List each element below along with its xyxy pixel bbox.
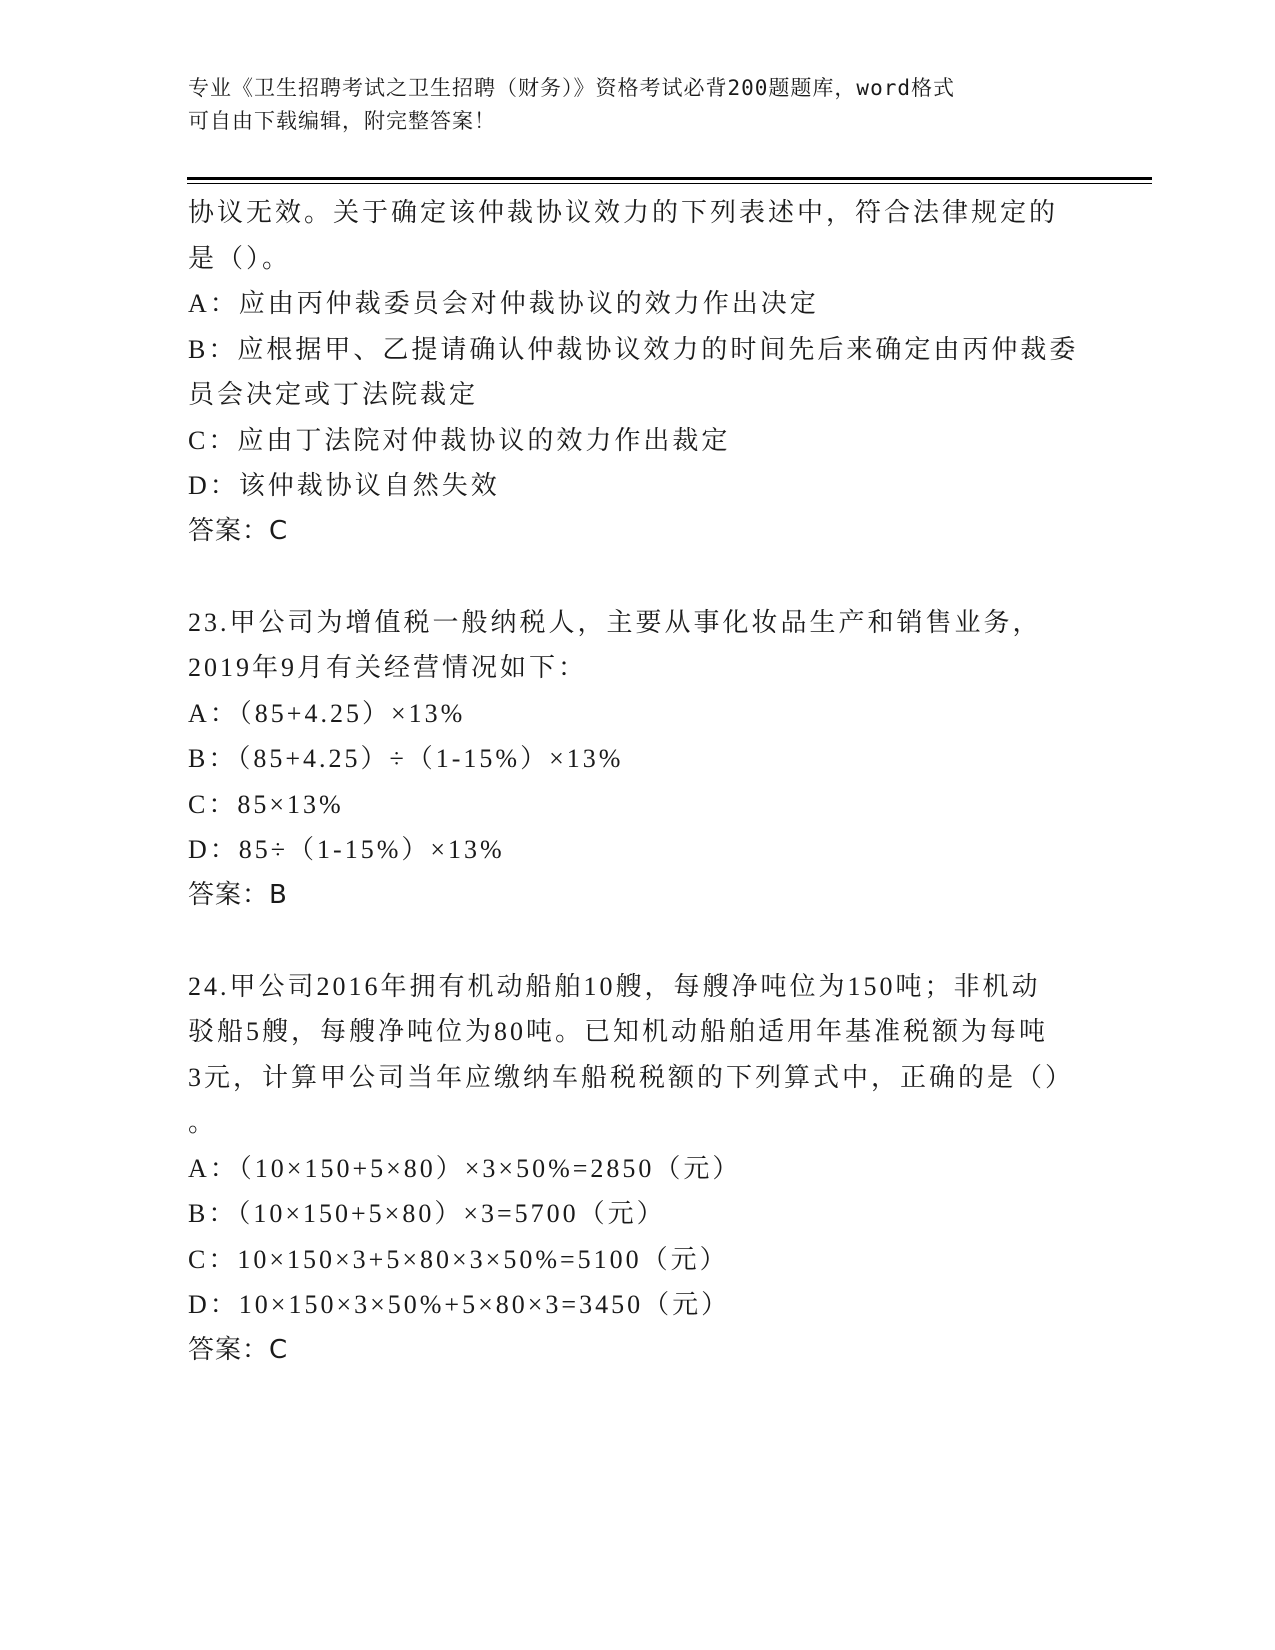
spacer: [188, 554, 1088, 600]
question-stem-line: 协议无效。关于确定该仲裁协议效力的下列表述中，符合法律规定的: [188, 198, 1059, 227]
option-d: D：该仲裁协议自然失效: [188, 471, 500, 500]
header-divider-thin: [187, 183, 1152, 184]
question-stem-line: 是（）。: [188, 243, 292, 273]
option-b: B：（85+4.25）÷（1-15%）×13%: [188, 744, 624, 773]
answer: 答案：B: [188, 879, 288, 910]
question-stem-line: 2019年9月有关经营情况如下：: [188, 653, 588, 682]
question-24: [188, 964, 1088, 1374]
answer: 答案：C: [188, 515, 289, 546]
option-d: D：10×150×3×50%+5×80×3=3450（元）: [188, 1290, 731, 1319]
question-stem-line: 。: [188, 1108, 218, 1137]
header-divider-thick: [187, 177, 1152, 180]
option-d: D：85÷（1-15%）×13%: [188, 835, 505, 864]
answer: 答案：C: [188, 1334, 289, 1365]
page-header: [188, 72, 1088, 138]
option-b: B：（10×150+5×80）×3=5700（元）: [188, 1199, 666, 1228]
option-a: A：（85+4.25）×13%: [188, 698, 466, 728]
question-22: [188, 190, 1088, 554]
question-23: [188, 600, 1088, 919]
question-stem-line: 24.甲公司2016年拥有机动船舶10艘，每艘净吨位为150吨；非机动: [188, 971, 1041, 1001]
option-a: A：（10×150+5×80）×3×50%=2850（元）: [188, 1153, 742, 1183]
question-stem-line: 23.甲公司为增值税一般纳税人，主要从事化妆品生产和销售业务，: [188, 607, 1042, 637]
option-b-continued: 员会决定或丁法院裁定: [188, 380, 479, 409]
spacer: [188, 918, 1088, 964]
option-c: C：10×150×3+5×80×3×50%=5100（元）: [188, 1244, 729, 1274]
header-title-line-1: 专业《卫生招聘考试之卫生招聘（财务）》资格考试必背200题题库，word格式: [188, 76, 955, 100]
option-c: C：应由丁法院对仲裁协议的效力作出裁定: [188, 425, 731, 455]
question-stem-line: 驳船5艘，每艘净吨位为80吨。已知机动船舶适用年基准税额为每吨: [188, 1017, 1049, 1046]
option-a: A：应由丙仲裁委员会对仲裁协议的效力作出决定: [188, 289, 819, 318]
question-list: [188, 190, 1088, 1373]
header-title-line-2: 可自由下载编辑，附完整答案！: [188, 109, 496, 133]
option-b: B：应根据甲、乙提请确认仲裁协议效力的时间先后来确定由丙仲裁委: [188, 334, 1079, 364]
option-c: C：85×13%: [188, 789, 344, 819]
question-stem-line: 3元，计算甲公司当年应缴纳车船税税额的下列算式中，正确的是（）: [188, 1062, 1075, 1092]
